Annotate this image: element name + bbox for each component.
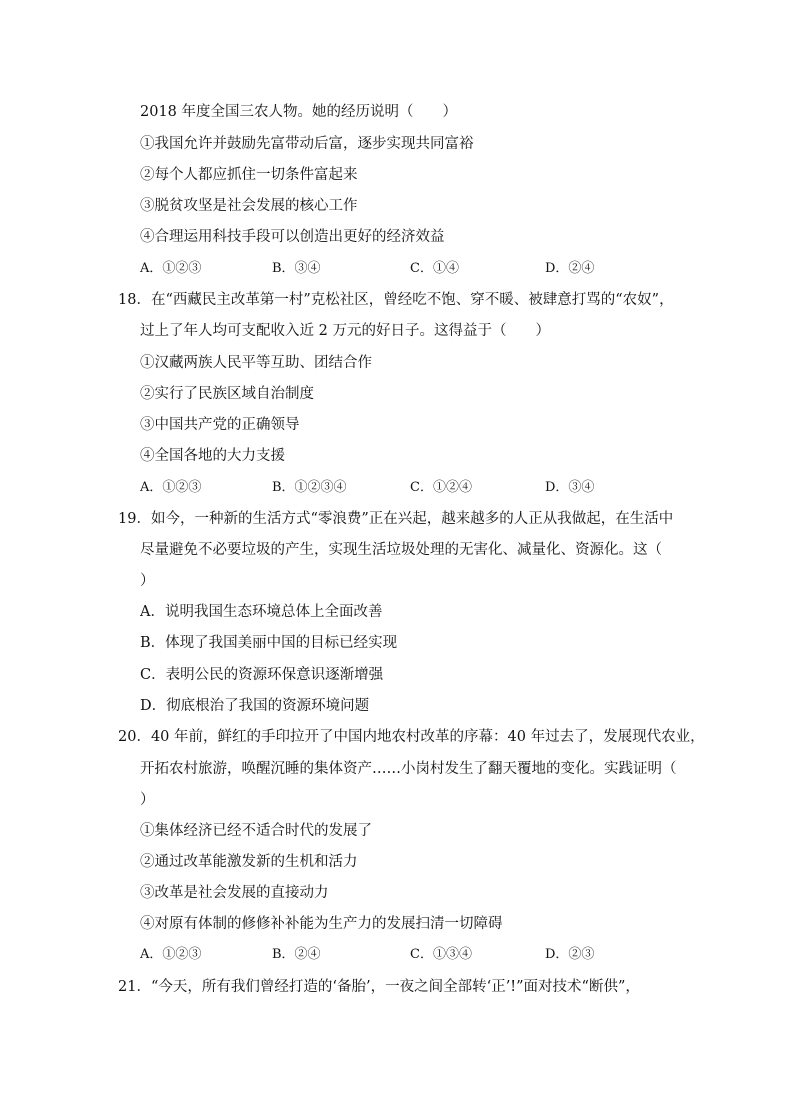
q18-statement-2: ②实行了民族区域自治制度 — [140, 386, 314, 402]
q19-option-a: A．说明我国生态环境总体上全面改善 — [140, 604, 383, 620]
q20-option-b: B．②④ — [272, 947, 321, 962]
q18-statement-3: ③中国共产党的正确领导 — [140, 417, 300, 433]
q18-option-c: C．①②④ — [410, 480, 472, 495]
q17-stem-tail: 2018 年度全国三农人物。她的经历说明（ ） — [140, 104, 458, 120]
q17-statement-1: ①我国允许并鼓励先富带动后富，逐步实现共同富裕 — [140, 136, 474, 152]
q17-statement-4: ④合理运用科技手段可以创造出更好的经济效益 — [140, 229, 445, 245]
q19-option-b: B．体现了我国美丽中国的目标已经实现 — [140, 635, 398, 651]
q17-option-a: A．①②③ — [140, 261, 202, 276]
q20-stem-line-2: 开拓农村旅游，唤醒沉睡的集体资产……小岗村发生了翻天覆地的变化。实践证明（ — [140, 761, 677, 777]
q20-statement-4: ④对原有体制的修修补补能为生产力的发展扫清一切障碍 — [140, 916, 503, 932]
q19-stem-line-2: 尽量避免不必要垃圾的产生，实现生活垃圾处理的无害化、减量化、资源化。这（ — [140, 542, 662, 558]
q18-option-b: B．①②③④ — [272, 480, 347, 495]
q18-statement-1: ①汉藏两族人民平等互助、团结合作 — [140, 355, 372, 371]
q18-stem-line-1: 18．在“西藏民主改革第一村”克松社区，曾经吃不饱、穿不暖、被肆意打骂的“农奴”， — [118, 292, 674, 308]
q18-option-d: D．③④ — [545, 480, 595, 495]
q19-option-c: C．表明公民的资源环保意识逐渐增强 — [140, 667, 384, 683]
q17-option-c: C．①④ — [410, 261, 459, 276]
q18-option-a: A．①②③ — [140, 480, 202, 495]
q17-statement-3: ③脱贫攻坚是社会发展的核心工作 — [140, 198, 358, 214]
q20-option-c: C．①③④ — [410, 947, 472, 962]
q20-option-a: A．①②③ — [140, 947, 202, 962]
q18-statement-4: ④全国各地的大力支援 — [140, 448, 285, 464]
q20-stem-line-3: ） — [140, 792, 155, 808]
q20-statement-1: ①集体经济已经不适合时代的发展了 — [140, 823, 372, 839]
q17-option-d: D．②④ — [545, 261, 595, 276]
q20-statement-3: ③改革是社会发展的直接动力 — [140, 885, 329, 901]
q19-stem-line-1: 19．如今，一种新的生活方式“零浪费”正在兴起，越来越多的人正从我做起，在生活中 — [118, 511, 674, 527]
q17-option-b: B．③④ — [272, 261, 321, 276]
q19-stem-line-3: ） — [140, 573, 155, 589]
q19-option-d: D．彻底根治了我国的资源环境问题 — [140, 698, 370, 714]
q20-stem-line-1: 20．40 年前，鲜红的手印拉开了中国内地农村改革的序幕：40 年过去了，发展现代农业， — [118, 729, 705, 745]
q20-option-d: D．②③ — [545, 947, 595, 962]
q18-stem-line-2: 过上了年人均可支配收入近 2 万元的好日子。这得益于（ ） — [140, 323, 550, 339]
q21-stem-line-1: 21．“今天，所有我们曾经打造的‘备胎’，一夜之间全部转‘正’!”面对技术“断供”， — [118, 979, 640, 995]
q17-statement-2: ②每个人都应抓住一切条件富起来 — [140, 167, 358, 183]
q20-statement-2: ②通过改革能激发新的生机和活力 — [140, 854, 358, 870]
